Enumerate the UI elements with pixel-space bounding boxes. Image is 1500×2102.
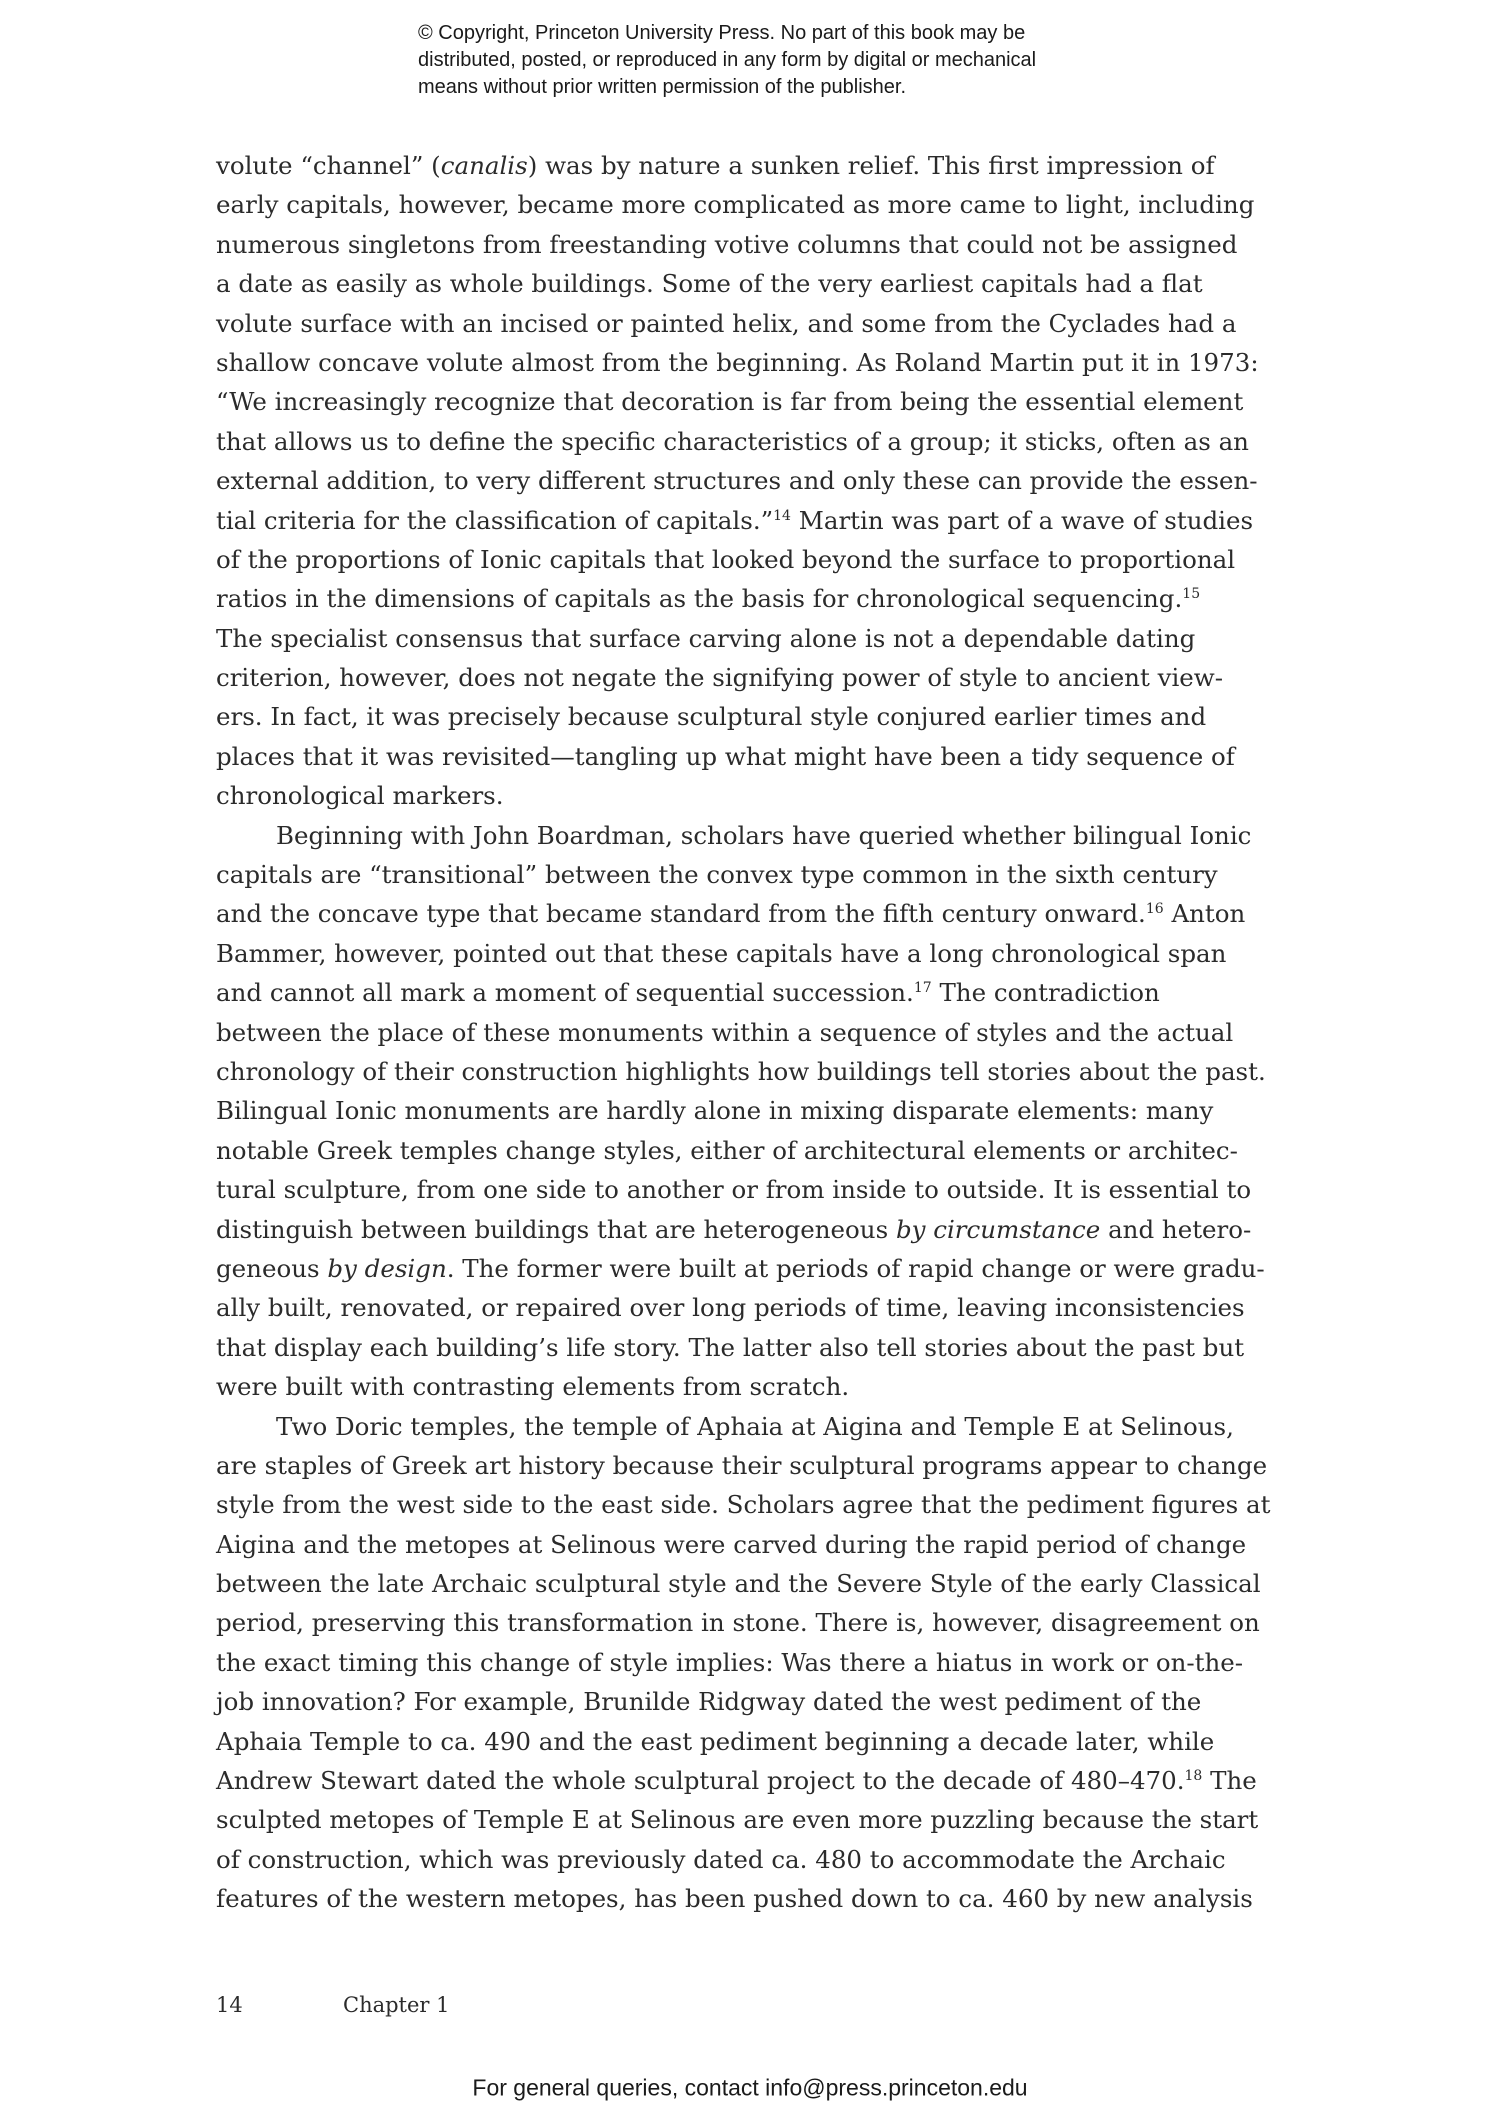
text-line: [216, 1328, 1316, 1367]
text-line: [216, 1564, 1316, 1603]
text-segment: and the concave type that became standard from the fifth century onward.: [216, 899, 1146, 929]
text-line: [216, 855, 1316, 894]
text-segment: ers. In fact, it was precisely because sculptural style conjured earlier times and: [216, 702, 1207, 732]
text-segment: Martin was part of a wave of studies: [790, 505, 1254, 535]
footnote-ref: 16: [1145, 901, 1164, 918]
text-segment: tial criteria for the classification of capitals.”: [216, 505, 774, 535]
text-segment: and cannot all mark a moment of sequential succession.: [216, 978, 914, 1008]
text-segment: job innovation? For example, Brunilde Ridgway dated the west pediment of the: [216, 1687, 1202, 1717]
text-line: [216, 1013, 1316, 1052]
text-segment: Anton: [1163, 899, 1246, 929]
footnote-ref: 18: [1184, 1768, 1203, 1785]
contact-notice: For general queries, contact info@press.princeton.edu: [472, 2074, 1028, 2101]
body-text: [216, 146, 1316, 1919]
footnote-ref: 14: [773, 507, 791, 524]
text-segment: Two Doric temples, the temple of Aphaia at Aigina and Temple E at Selinous,: [276, 1411, 1234, 1441]
text-line: [216, 501, 1316, 540]
text-line: [216, 1210, 1316, 1249]
footnote-ref: 15: [1182, 586, 1201, 603]
text-line: [216, 1052, 1316, 1091]
text-segment: shallow concave volute almost from the beginning. As Roland Martin put it in 1973:: [216, 347, 1259, 377]
text-segment: The contradiction: [931, 978, 1160, 1008]
copyright-line: © Copyright, Princeton University Press. No part of this book may be: [418, 22, 1026, 44]
text-line: [216, 461, 1316, 500]
copyright-line: distributed, posted, or reproduced in any form by digital or mechanical: [418, 49, 1037, 71]
text-line: [216, 658, 1316, 697]
text-segment: Beginning with John Boardman, scholars have queried whether bilingual Ionic: [276, 820, 1252, 850]
text-segment: numerous singletons from freestanding votive columns that could not be assigned: [216, 229, 1238, 259]
text-line: [216, 1643, 1316, 1682]
text-line: [216, 1249, 1316, 1288]
text-segment: places that it was revisited—tangling up what might have been a tidy sequence of: [216, 741, 1235, 771]
text-line: [216, 1525, 1316, 1564]
text-line: [216, 816, 1316, 855]
text-line: [216, 934, 1316, 973]
text-segment: the exact timing this change of style implies: Was there a hiatus in work or on-the-: [216, 1647, 1244, 1677]
text-line: [216, 343, 1316, 382]
text-segment: chronology of their construction highlights how buildings tell stories about the past.: [216, 1056, 1266, 1086]
copyright-notice: [418, 20, 1138, 101]
text-segment: tural sculpture, from one side to another or from inside to outside. It is essential to: [216, 1175, 1252, 1205]
text-segment: external addition, to very different structures and only these can provide the essen-: [216, 466, 1258, 496]
text-segment: . The former were built at periods of rapid change or were gradu-: [446, 1253, 1265, 1283]
text-line: [216, 737, 1316, 776]
text-line: [216, 225, 1316, 264]
text-segment: distinguish between buildings that are heterogeneous: [216, 1214, 896, 1244]
italic-text: by design: [327, 1253, 447, 1283]
italic-text: by circumstance: [895, 1214, 1101, 1244]
text-line: [216, 1446, 1316, 1485]
text-segment: geneous: [216, 1253, 328, 1283]
footnote-ref: 17: [913, 980, 932, 997]
text-segment: early capitals, however, became more complicated as more came to light, including: [216, 190, 1255, 220]
text-segment: features of the western metopes, has been pushed down to ca. 460 by new analysis: [216, 1884, 1253, 1914]
text-segment: Andrew Stewart dated the whole sculptural project to the decade of 480–470.: [216, 1766, 1185, 1796]
text-segment: The specialist consensus that surface carving alone is not a dependable dating: [216, 623, 1196, 653]
text-line: [216, 1800, 1316, 1839]
copyright-line: means without prior written permission of the publisher.: [418, 76, 907, 98]
text-line: [216, 146, 1316, 185]
text-line: [216, 579, 1316, 618]
text-line: [216, 1761, 1316, 1800]
text-segment: that allows us to define the specific characteristics of a group; it sticks, often as an: [216, 426, 1249, 456]
text-segment: a date as easily as whole buildings. Some of the very earliest capitals had a flat: [216, 269, 1203, 299]
running-footer-chapter: Chapter 1: [343, 1993, 450, 2017]
text-line: [216, 1091, 1316, 1130]
text-segment: are staples of Greek art history because their sculptural programs appear to change: [216, 1450, 1268, 1480]
text-line: [216, 1682, 1316, 1721]
text-segment: period, preserving this transformation in stone. There is, however, disagreement on: [216, 1608, 1260, 1638]
text-segment: Bilingual Ionic monuments are hardly alone in mixing disparate elements: many: [216, 1096, 1214, 1126]
text-segment: of the proportions of Ionic capitals that looked beyond the surface to proportional: [216, 544, 1236, 574]
text-segment: volute surface with an incised or painted helix, and some from the Cyclades had a: [216, 308, 1237, 338]
text-line: [216, 894, 1316, 933]
text-segment: chronological markers.: [216, 781, 504, 811]
text-segment: ally built, renovated, or repaired over long periods of time, leaving inconsistencies: [216, 1293, 1245, 1323]
text-line: [216, 185, 1316, 224]
text-segment: The: [1202, 1766, 1257, 1796]
text-segment: volute “channel” (: [216, 151, 441, 180]
text-segment: ratios in the dimensions of capitals as the basis for chronological sequencing.: [216, 584, 1183, 614]
text-line: [216, 304, 1316, 343]
text-segment: that display each building’s life story. The latter also tell stories about the past but: [216, 1332, 1245, 1362]
text-segment: between the place of these monuments within a sequence of styles and the actual: [216, 1017, 1234, 1047]
italic-text: canalis: [440, 151, 528, 180]
text-line: [216, 264, 1316, 303]
text-segment: Bammer, however, pointed out that these capitals have a long chronological span: [216, 938, 1227, 968]
text-segment: Aphaia Temple to ca. 490 and the east pediment beginning a decade later, while: [216, 1726, 1215, 1756]
text-line: [216, 382, 1316, 421]
text-line: [216, 1485, 1316, 1524]
page-number: 14: [216, 1993, 243, 2017]
text-segment: ) was by nature a sunken relief. This first impression of: [527, 151, 1215, 180]
text-line: [216, 697, 1316, 736]
text-line: [216, 1288, 1316, 1327]
text-line: [216, 1367, 1316, 1406]
text-segment: capitals are “transitional” between the convex type common in the sixth century: [216, 860, 1218, 890]
text-line: [216, 422, 1316, 461]
text-line: [216, 1840, 1316, 1879]
text-segment: sculpted metopes of Temple E at Selinous are even more puzzling because the start: [216, 1805, 1259, 1835]
text-segment: style from the west side to the east side. Scholars agree that the pediment figures at: [216, 1490, 1271, 1520]
text-segment: and hetero-: [1100, 1214, 1252, 1244]
text-line: [216, 973, 1316, 1012]
text-line: [216, 1722, 1316, 1761]
text-segment: criterion, however, does not negate the signifying power of style to ancient view-: [216, 663, 1224, 693]
text-line: [216, 1170, 1316, 1209]
text-segment: of construction, which was previously dated ca. 480 to accommodate the Archaic: [216, 1844, 1226, 1874]
text-line: [216, 1131, 1316, 1170]
text-line: [216, 1407, 1316, 1446]
text-segment: “We increasingly recognize that decoration is far from being the essential element: [216, 387, 1244, 417]
text-line: [216, 776, 1316, 815]
text-line: [216, 540, 1316, 579]
text-segment: Aigina and the metopes at Selinous were carved during the rapid period of change: [216, 1529, 1247, 1559]
text-segment: between the late Archaic sculptural style and the Severe Style of the early Classical: [216, 1569, 1261, 1599]
text-line: [216, 1603, 1316, 1642]
text-segment: notable Greek temples change styles, either of architectural elements or architec-: [216, 1135, 1238, 1165]
text-line: [216, 619, 1316, 658]
text-segment: were built with contrasting elements from scratch.: [216, 1372, 850, 1402]
text-line: [216, 1879, 1316, 1918]
